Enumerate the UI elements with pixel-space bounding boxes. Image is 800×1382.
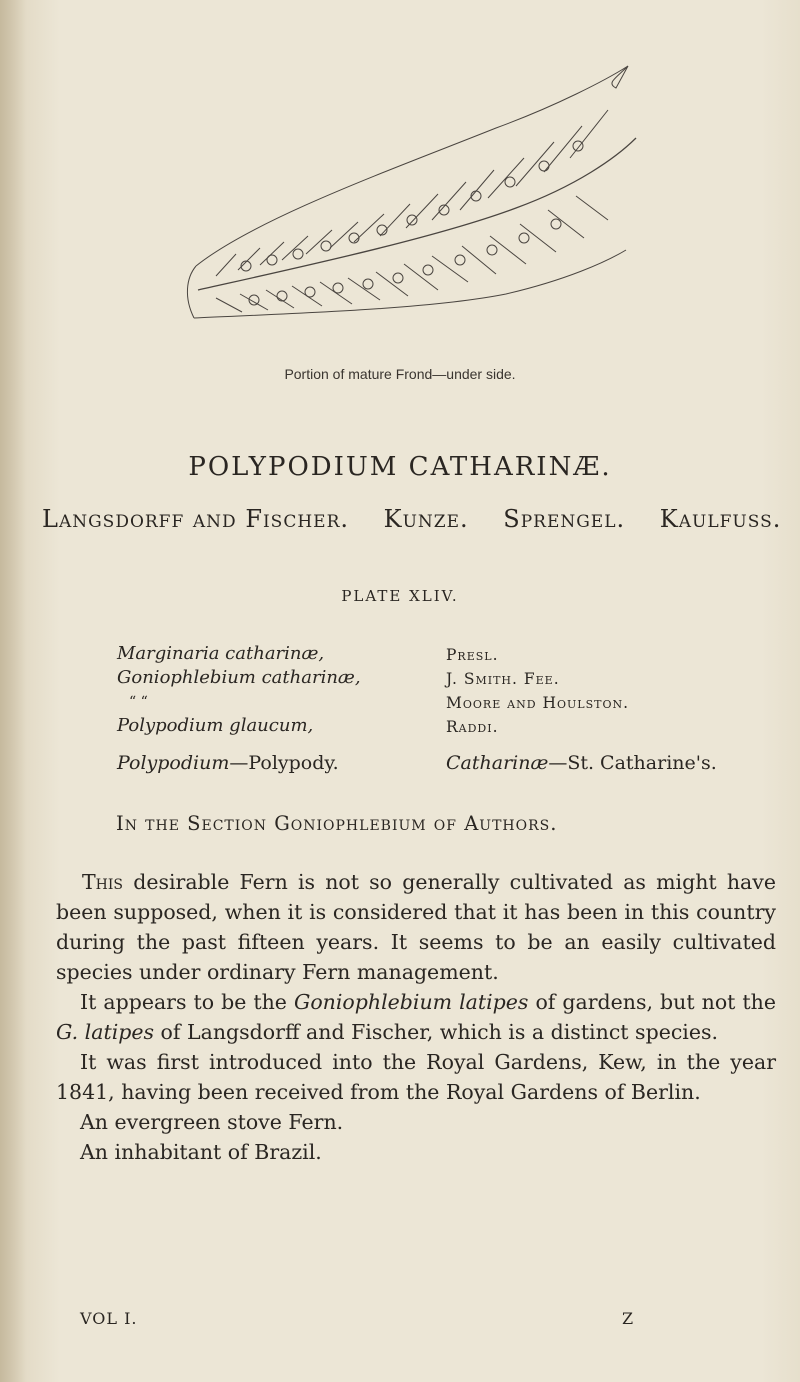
synonym-name: Polypodium glaucum, [117,715,314,736]
author: Kunze. [383,505,469,533]
paragraph: An inhabitant of Brazil. [80,1140,322,1164]
synonym-names [117,642,417,738]
figure-caption: Portion of mature Frond—under side. [284,366,516,382]
plate-number: PLATE XLIV. [341,587,459,605]
common-name-genus: Polypodium—Polypody. [117,752,339,774]
synonym-authority: Moore and Houlston. [446,694,630,712]
page-footer [80,1309,680,1328]
page-title: POLYPODIUM CATHARINÆ. [188,452,612,482]
common-name-species: Catharinæ—St. Catharine's. [446,752,717,774]
synonym-authority: Raddi. [446,718,499,736]
synonym-name: Goniophlebium catharinæ, [117,667,361,688]
volume-label: VOL I. [80,1309,138,1328]
author: Kaulfuss. [659,505,782,533]
fern-frond-underside-illustration [176,18,646,368]
paragraph: It appears to be the Goniophlebium latipes of gardens, but not the G. latipes of Langsdorff and Fischer, which is a distinct species. [56,990,776,1044]
paragraph: An evergreen stove Fern. [80,1110,344,1134]
synonym-authority: J. Smith. Fee. [446,670,560,688]
synonym-authority: Presl. [446,646,499,664]
signature-mark: Z [622,1309,635,1328]
author: Langsdorff and Fischer. [42,505,349,533]
authors-line [42,505,782,533]
synonym-name: “ “ [129,694,148,710]
binding-edge-stain [0,0,26,1382]
body-text [56,867,776,1167]
author: Sprengel. [503,505,626,533]
synonym-name: Marginaria catharinæ, [117,643,325,664]
section-heading: In the Section Goniophlebium of Authors. [116,812,558,835]
paragraph: This desirable Fern is not so generally cultivated as might have been supposed, when it is considered that it has been in this country during the past fifteen years. It seems to be an easily cultivated species under ordinary Fern management. [56,870,776,984]
synonym-authorities [446,644,796,740]
paragraph: It was first introduced into the Royal Gardens, Kew, in the year 1841, having been received from the Royal Gardens of Berlin. [56,1050,776,1104]
